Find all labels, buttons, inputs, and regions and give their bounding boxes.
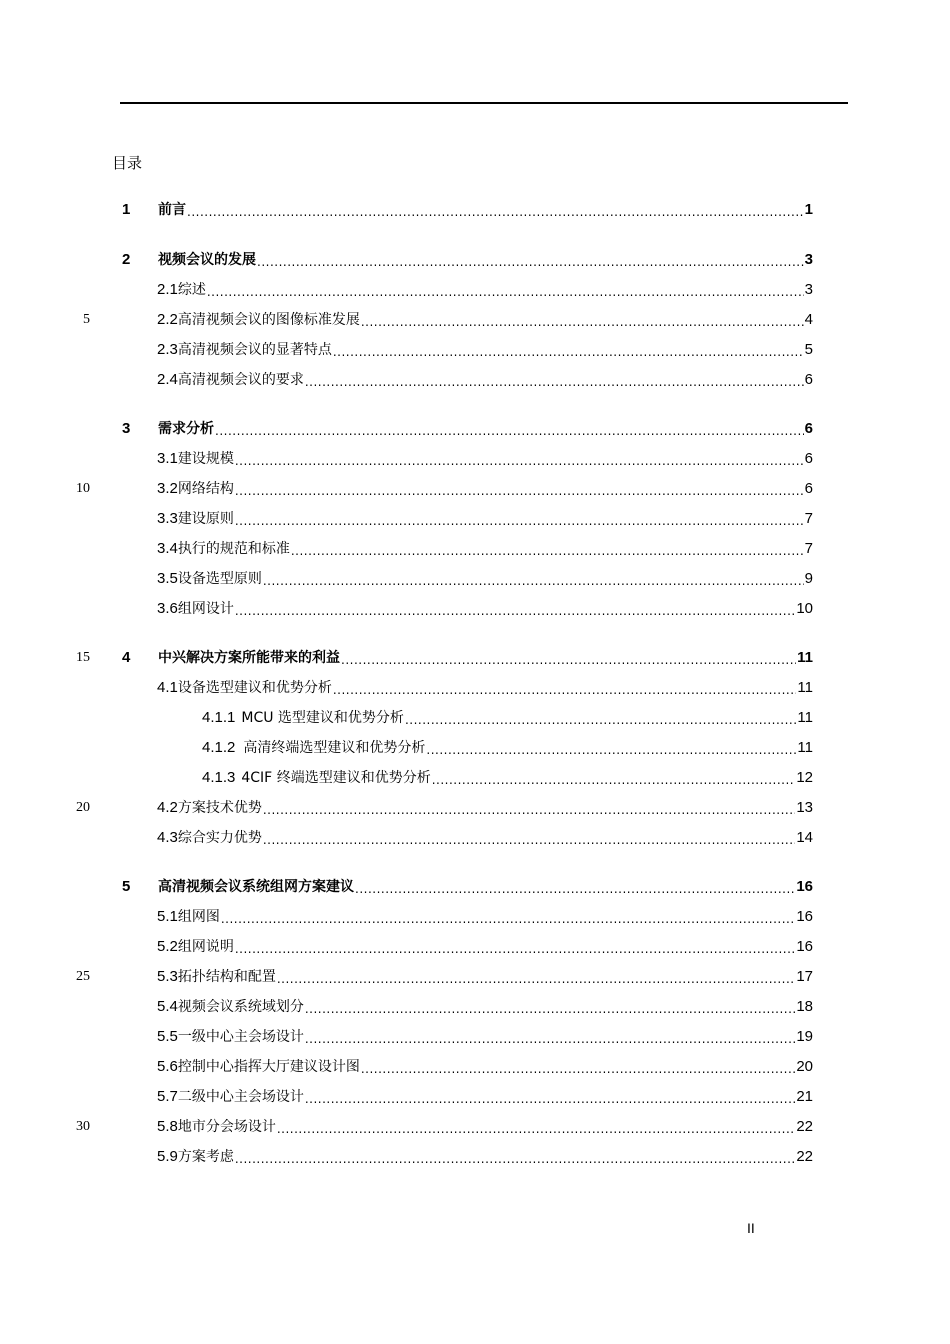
toc-entry-text: 方案技术优势 (177, 800, 262, 816)
line-number: 30 (76, 1119, 90, 1134)
toc-entry-number: 5.2 (157, 938, 178, 955)
toc-entry-number: 3.2 (157, 480, 178, 497)
toc-entry-number: 5.5 (157, 1028, 178, 1045)
toc-entry-text: 方案考虑 (177, 1149, 234, 1165)
toc-entry-2-3[interactable] (157, 340, 813, 360)
toc-entry-page: 16 (796, 938, 813, 955)
toc-entry-text: 视频会议的发展 (158, 252, 256, 268)
toc-entry-number: 5.7 (157, 1088, 178, 1105)
toc-entry-text: 组网说明 (177, 939, 234, 955)
dot-leader (263, 802, 795, 818)
toc-entry-3-2[interactable] (157, 479, 813, 499)
toc-entry-number: 3.5 (157, 570, 178, 587)
dot-leader (305, 1091, 795, 1107)
toc-entry-page: 14 (796, 829, 813, 846)
toc-entry-text: 高清视频会议的显著特点 (177, 342, 332, 358)
toc-entry-5-6[interactable] (157, 1057, 813, 1077)
toc-entry-page: 11 (797, 739, 813, 756)
toc-entry-number: 2.4 (157, 371, 178, 388)
dot-leader (432, 772, 796, 788)
toc-entry-page: 11 (797, 679, 813, 696)
toc-entry-text: 4CIF 终端选型建议和优势分析 (241, 770, 431, 786)
dot-leader (341, 652, 796, 668)
dot-leader (235, 603, 795, 619)
toc-entry-page: 21 (796, 1088, 813, 1105)
toc-entry-3-1[interactable] (157, 449, 813, 469)
toc-entry-text: 建设规模 (177, 451, 234, 467)
toc-entry-number: 5.6 (157, 1058, 178, 1075)
toc-entry-2[interactable] (122, 250, 813, 270)
toc-entry-3[interactable] (122, 419, 813, 439)
toc-entry-4-1-3[interactable] (202, 768, 813, 788)
toc-entry-number: 3.6 (157, 600, 178, 617)
toc-entry-page: 13 (796, 799, 813, 816)
toc-entry-text: 高清视频会议的要求 (177, 372, 304, 388)
toc-entry-text: 综合实力优势 (177, 830, 262, 846)
toc-entry-4[interactable] (122, 648, 813, 668)
toc-entry-number: 5 (122, 878, 131, 895)
toc-entry-page: 3 (804, 251, 813, 268)
toc-entry-number: 5.8 (157, 1118, 178, 1135)
dot-leader (235, 513, 804, 529)
toc-entry-number: 2.2 (157, 311, 178, 328)
dot-leader (333, 682, 797, 698)
dot-leader (305, 1001, 795, 1017)
toc-entry-text: 二级中心主会场设计 (177, 1089, 304, 1105)
dot-leader (215, 423, 804, 439)
toc-entry-page: 9 (804, 570, 813, 587)
dot-leader (221, 911, 795, 927)
toc-entry-text: 中兴解决方案所能带来的利益 (158, 650, 340, 666)
toc-entry-number: 4.1.3 (202, 769, 236, 786)
toc-entry-4-2[interactable] (157, 798, 813, 818)
toc-entry-text: 需求分析 (158, 421, 214, 437)
toc-entry-4-1-1[interactable] (202, 708, 813, 728)
toc-entry-page: 3 (804, 281, 813, 298)
toc-entry-text: 网络结构 (177, 481, 234, 497)
toc-entry-page: 4 (804, 311, 813, 328)
toc-entry-5-7[interactable] (157, 1087, 813, 1107)
toc-entry-3-3[interactable] (157, 509, 813, 529)
toc-entry-number: 3.3 (157, 510, 178, 527)
toc-entry-page: 1 (804, 201, 813, 218)
header-rule (120, 102, 848, 104)
toc-entry-text: MCU 选型建议和优势分析 (241, 710, 404, 726)
toc-entry-text: 设备选型原则 (177, 571, 262, 587)
toc-entry-text: 高清视频会议系统组网方案建议 (158, 879, 354, 895)
dot-leader (277, 971, 795, 987)
toc-entry-2-4[interactable] (157, 370, 813, 390)
toc-entry-number: 4.2 (157, 799, 178, 816)
toc-entry-4-1-2[interactable] (202, 738, 813, 758)
toc-entry-number: 1 (122, 201, 131, 218)
toc-entry-3-4[interactable] (157, 539, 813, 559)
toc-entry-5-5[interactable] (157, 1027, 813, 1047)
dot-leader (263, 573, 804, 589)
toc-entry-number: 4 (122, 649, 131, 666)
dot-leader (361, 1061, 795, 1077)
dot-leader (235, 483, 804, 499)
line-number: 15 (76, 650, 90, 665)
toc-entry-4-3[interactable] (157, 828, 813, 848)
dot-leader (235, 453, 804, 469)
toc-entry-text: 执行的规范和标准 (177, 541, 290, 557)
toc-entry-page: 12 (796, 769, 813, 786)
toc-entry-text: 前言 (158, 202, 186, 218)
toc-entry-number: 2.3 (157, 341, 178, 358)
toc-entry-page: 6 (804, 371, 813, 388)
dot-leader (235, 1151, 795, 1167)
toc-entry-number: 5.4 (157, 998, 178, 1015)
line-number: 5 (83, 312, 90, 327)
toc-entry-page: 5 (804, 341, 813, 358)
dot-leader (235, 941, 795, 957)
toc-entry-page: 22 (796, 1118, 813, 1135)
toc-entry-2-2[interactable] (157, 310, 813, 330)
toc-entry-page: 7 (804, 540, 813, 557)
footer-page-number: II (747, 1220, 755, 1236)
dot-leader (187, 204, 804, 220)
toc-entry-page: 16 (796, 908, 813, 925)
toc-title: 目录 (112, 154, 143, 172)
toc-entry-text: 设备选型建议和优势分析 (177, 680, 332, 696)
toc-entry-page: 6 (804, 480, 813, 497)
toc-entry-page: 6 (804, 420, 813, 437)
toc-entry-page: 17 (796, 968, 813, 985)
toc-entry-3-5[interactable] (157, 569, 813, 589)
dot-leader (257, 254, 804, 270)
toc-entry-number: 5.9 (157, 1148, 178, 1165)
toc-entry-5-3[interactable] (157, 967, 813, 987)
toc-entry-5-9[interactable] (157, 1147, 813, 1167)
dot-leader (277, 1121, 795, 1137)
toc-entry-page: 20 (796, 1058, 813, 1075)
toc-entry-number: 3.1 (157, 450, 178, 467)
toc-entry-5-2[interactable] (157, 937, 813, 957)
toc-entry-page: 10 (796, 600, 813, 617)
toc-entry-number: 4.1.1 (202, 709, 236, 726)
dot-leader (405, 712, 796, 728)
toc-entry-text: 地市分会场设计 (177, 1119, 276, 1135)
toc-entry-5-8[interactable] (157, 1117, 813, 1137)
toc-entry-page: 19 (796, 1028, 813, 1045)
toc-entry-5[interactable] (122, 877, 813, 897)
dot-leader (333, 344, 804, 360)
toc-entry-page: 11 (797, 649, 813, 666)
toc-entry-3-6[interactable] (157, 599, 813, 619)
toc-entry-1[interactable] (122, 200, 813, 220)
line-number: 10 (76, 481, 90, 496)
dot-leader (263, 832, 795, 848)
toc-entry-text: 综述 (177, 282, 206, 298)
dot-leader (305, 1031, 795, 1047)
toc-entry-text: 组网设计 (177, 601, 234, 617)
toc-entry-number: 5.1 (157, 908, 178, 925)
toc-entry-page: 7 (804, 510, 813, 527)
line-number: 25 (76, 969, 90, 984)
dot-leader (291, 543, 804, 559)
toc-entry-page: 18 (796, 998, 813, 1015)
toc-entry-text: 拓扑结构和配置 (177, 969, 276, 985)
toc-entry-4-1[interactable] (157, 678, 813, 698)
toc-entry-number: 4.1 (157, 679, 178, 696)
toc-entry-page: 6 (804, 450, 813, 467)
toc-entry-text: 一级中心主会场设计 (177, 1029, 304, 1045)
toc-entry-text: 控制中心指挥大厅建议设计图 (177, 1059, 360, 1075)
toc-entry-number: 4.3 (157, 829, 178, 846)
toc-entry-text: 视频会议系统域划分 (177, 999, 304, 1015)
dot-leader (207, 284, 804, 300)
toc-entry-text: 建设原则 (177, 511, 234, 527)
toc-entry-page: 16 (796, 878, 813, 895)
toc-entry-page: 22 (796, 1148, 813, 1165)
toc-entry-page: 11 (797, 709, 813, 726)
toc-entry-number: 3.4 (157, 540, 178, 557)
toc-entry-number: 5.3 (157, 968, 178, 985)
toc-entry-5-4[interactable] (157, 997, 813, 1017)
toc-entry-text: 组网图 (177, 909, 220, 925)
toc-entry-5-1[interactable] (157, 907, 813, 927)
line-number: 20 (76, 800, 90, 815)
toc-entry-number: 3 (122, 420, 131, 437)
toc-entry-number: 2 (122, 251, 131, 268)
dot-leader (361, 314, 804, 330)
toc-entry-number: 4.1.2 (202, 739, 236, 756)
toc-entry-text: 高清视频会议的图像标准发展 (177, 312, 360, 328)
toc-entry-number: 2.1 (157, 281, 178, 298)
dot-leader (355, 881, 795, 897)
dot-leader (426, 742, 796, 758)
toc-entry-text: 高清终端选型建议和优势分析 (243, 740, 426, 756)
toc-entry-2-1[interactable] (157, 280, 813, 300)
dot-leader (305, 374, 804, 390)
